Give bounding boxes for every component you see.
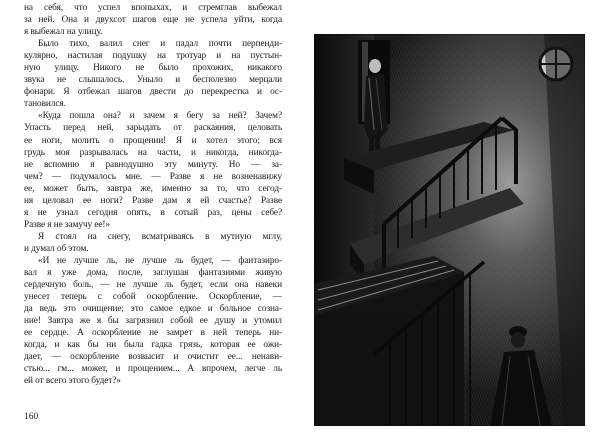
text-line: «Куда пошла она? и зачем я бегу за ней? Зачем?: [38, 111, 282, 122]
text-line: грудь моя разрывалась на части, и никогда, никогда-: [24, 147, 282, 158]
text-line: ее, может быть, завтра же, именно за то, что сегод-: [24, 183, 282, 194]
text-block: [24, 2, 282, 388]
text-line: Упасть перед ней, зарыдать от раскаяния, целовать: [24, 123, 282, 134]
page-number: 160: [24, 412, 39, 422]
text-line: дает, — оскорбление возвысит и очистит ее... ненави-: [24, 352, 282, 363]
text-line: «И не лучше ль, не лучше ль будет, — фантазиро-: [38, 255, 282, 266]
text-line: ее сердце. А оскорбление не замрет в ней теперь ни-: [24, 328, 282, 339]
text-line: унесет теперь с собой оскорбление. Оскорбление, —: [24, 292, 282, 303]
text-line: ную улицу. Никого не было прохожих, никакого: [24, 63, 282, 74]
text-line: когда, и как бы ни была гадка грязь, которая ее ожи-: [24, 340, 282, 351]
engraving-illustration: [314, 34, 585, 426]
text-line: и думал об этом.: [24, 243, 89, 254]
text-line: Было тихо, валил снег и падал почти перпенди-: [38, 39, 282, 50]
text-line: я выбежал на улицу.: [24, 27, 103, 38]
text-line: вал я уже дома, после, заглушая фантазиями живую: [24, 268, 282, 279]
text-line: я не узнал сегодня опять, в сотый раз, цены себе?: [24, 207, 282, 218]
text-line: Я стоял на снегу, всматриваясь в мутную мглу,: [38, 231, 282, 242]
text-line: сердечную боль, — не лучше ль будет, если она навеки: [24, 280, 282, 291]
text-line: за ней. Она и двухсот шагов еще не успела уйти, когда: [24, 15, 282, 26]
text-line: фонари. Я отбежал шагов двести до перекрестка и ос-: [24, 87, 282, 98]
text-line: на себя, что успел впопыхах, и стремглав выбежал: [24, 3, 282, 13]
text-line: не вспомню я равнодушно эту минуту. Но — за-: [24, 159, 282, 170]
text-line: звука не слышалось. Уныло и бесполезно мерцали: [24, 75, 282, 86]
text-line: да ведь это очищение; это самое едкое и больное созна-: [24, 304, 282, 315]
text-line: ня целовал ее ноги? Разве дам я ей счастье? Разве: [24, 195, 282, 206]
text-line: ее ноги, молить о прощении! Я и хотел этого; вся: [24, 135, 282, 146]
text-line: тановился.: [24, 99, 66, 110]
text-line: ние! Завтра же я бы загрязнил собой ее душу и утомил: [24, 316, 282, 327]
text-line: кулярно, настилая подушку на тротуар и на пустын-: [24, 51, 282, 62]
text-line: стью... гм... может, и прощением... А впрочем, легче ль: [24, 364, 282, 375]
text-line: Разве я не замучу ее!»: [24, 219, 110, 230]
text-line: чем? — подумалось мне. — Разве я не возненавижу: [24, 171, 282, 182]
text-line: ей от всего этого будет?»: [24, 376, 121, 387]
right-page: [300, 0, 600, 439]
